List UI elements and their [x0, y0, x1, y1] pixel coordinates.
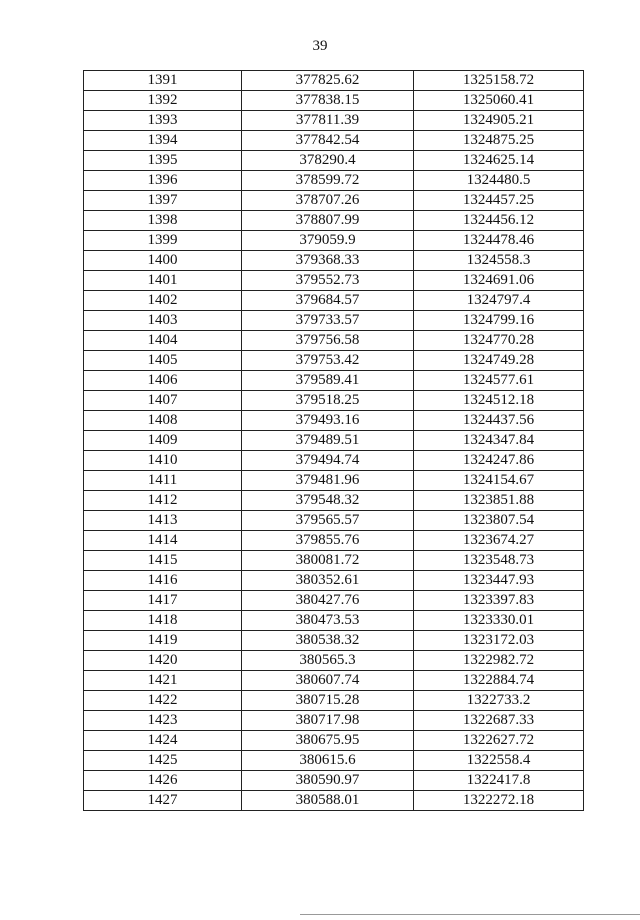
x-coordinate-cell: 378290.4	[242, 151, 414, 171]
x-coordinate-cell: 380717.98	[242, 711, 414, 731]
y-coordinate-cell: 1322982.72	[414, 651, 584, 671]
point-number-cell: 1408	[84, 411, 242, 431]
point-number-cell: 1392	[84, 91, 242, 111]
point-number-cell: 1403	[84, 311, 242, 331]
y-coordinate-cell: 1324478.46	[414, 231, 584, 251]
table-row	[84, 691, 584, 711]
y-coordinate-cell: 1324905.21	[414, 111, 584, 131]
x-coordinate-cell: 380352.61	[242, 571, 414, 591]
point-number-cell: 1404	[84, 331, 242, 351]
x-coordinate-cell: 377838.15	[242, 91, 414, 111]
table-row	[84, 631, 584, 651]
point-number-cell: 1397	[84, 191, 242, 211]
point-number-cell: 1411	[84, 471, 242, 491]
y-coordinate-cell: 1324154.67	[414, 471, 584, 491]
x-coordinate-cell: 377811.39	[242, 111, 414, 131]
table-row	[84, 391, 584, 411]
y-coordinate-cell: 1322272.18	[414, 791, 584, 811]
table-row	[84, 231, 584, 251]
point-number-cell: 1413	[84, 511, 242, 531]
table-row	[84, 571, 584, 591]
x-coordinate-cell: 379589.41	[242, 371, 414, 391]
y-coordinate-cell: 1322558.4	[414, 751, 584, 771]
table-row	[84, 511, 584, 531]
x-coordinate-cell: 380588.01	[242, 791, 414, 811]
y-coordinate-cell: 1322627.72	[414, 731, 584, 751]
table-row	[84, 411, 584, 431]
point-number-cell: 1402	[84, 291, 242, 311]
point-number-cell: 1415	[84, 551, 242, 571]
x-coordinate-cell: 379494.74	[242, 451, 414, 471]
table-row	[84, 671, 584, 691]
table-body	[84, 71, 584, 811]
y-coordinate-cell: 1324558.3	[414, 251, 584, 271]
table-row	[84, 611, 584, 631]
point-number-cell: 1422	[84, 691, 242, 711]
table-row	[84, 251, 584, 271]
table-row	[84, 651, 584, 671]
x-coordinate-cell: 377825.62	[242, 71, 414, 91]
table-row	[84, 551, 584, 571]
x-coordinate-cell: 379368.33	[242, 251, 414, 271]
point-number-cell: 1405	[84, 351, 242, 371]
point-number-cell: 1393	[84, 111, 242, 131]
point-number-cell: 1401	[84, 271, 242, 291]
point-number-cell: 1406	[84, 371, 242, 391]
point-number-cell: 1425	[84, 751, 242, 771]
point-number-cell: 1418	[84, 611, 242, 631]
y-coordinate-cell: 1324457.25	[414, 191, 584, 211]
point-number-cell: 1391	[84, 71, 242, 91]
point-number-cell: 1410	[84, 451, 242, 471]
table-row	[84, 211, 584, 231]
point-number-cell: 1399	[84, 231, 242, 251]
table-row	[84, 531, 584, 551]
table-row	[84, 191, 584, 211]
x-coordinate-cell: 379493.16	[242, 411, 414, 431]
y-coordinate-cell: 1324347.84	[414, 431, 584, 451]
x-coordinate-cell: 380565.3	[242, 651, 414, 671]
x-coordinate-cell: 379565.57	[242, 511, 414, 531]
point-number-cell: 1417	[84, 591, 242, 611]
table-row	[84, 91, 584, 111]
y-coordinate-cell: 1324875.25	[414, 131, 584, 151]
x-coordinate-cell: 379756.58	[242, 331, 414, 351]
point-number-cell: 1412	[84, 491, 242, 511]
y-coordinate-cell: 1324625.14	[414, 151, 584, 171]
y-coordinate-cell: 1323674.27	[414, 531, 584, 551]
y-coordinate-cell: 1323851.88	[414, 491, 584, 511]
table-row	[84, 331, 584, 351]
y-coordinate-cell: 1323548.73	[414, 551, 584, 571]
point-number-cell: 1400	[84, 251, 242, 271]
y-coordinate-cell: 1324691.06	[414, 271, 584, 291]
y-coordinate-cell: 1324577.61	[414, 371, 584, 391]
table-row	[84, 151, 584, 171]
y-coordinate-cell: 1324480.5	[414, 171, 584, 191]
y-coordinate-cell: 1324247.86	[414, 451, 584, 471]
point-number-cell: 1419	[84, 631, 242, 651]
y-coordinate-cell: 1325158.72	[414, 71, 584, 91]
y-coordinate-cell: 1323172.03	[414, 631, 584, 651]
y-coordinate-cell: 1324456.12	[414, 211, 584, 231]
table-row	[84, 371, 584, 391]
point-number-cell: 1421	[84, 671, 242, 691]
x-coordinate-cell: 379855.76	[242, 531, 414, 551]
table-row	[84, 751, 584, 771]
y-coordinate-cell: 1323397.83	[414, 591, 584, 611]
x-coordinate-cell: 380615.6	[242, 751, 414, 771]
y-coordinate-cell: 1324770.28	[414, 331, 584, 351]
x-coordinate-cell: 380675.95	[242, 731, 414, 751]
point-number-cell: 1420	[84, 651, 242, 671]
table-row	[84, 351, 584, 371]
y-coordinate-cell: 1325060.41	[414, 91, 584, 111]
point-number-cell: 1396	[84, 171, 242, 191]
table-row	[84, 291, 584, 311]
y-coordinate-cell: 1324512.18	[414, 391, 584, 411]
y-coordinate-cell: 1322733.2	[414, 691, 584, 711]
table-row	[84, 491, 584, 511]
table-row	[84, 731, 584, 751]
point-number-cell: 1395	[84, 151, 242, 171]
table-row	[84, 431, 584, 451]
x-coordinate-cell: 380590.97	[242, 771, 414, 791]
x-coordinate-cell: 380607.74	[242, 671, 414, 691]
point-number-cell: 1409	[84, 431, 242, 451]
x-coordinate-cell: 378707.26	[242, 191, 414, 211]
point-number-cell: 1423	[84, 711, 242, 731]
x-coordinate-cell: 379059.9	[242, 231, 414, 251]
point-number-cell: 1424	[84, 731, 242, 751]
page-number: 39	[312, 38, 328, 54]
point-number-cell: 1426	[84, 771, 242, 791]
x-coordinate-cell: 378807.99	[242, 211, 414, 231]
table-row	[84, 131, 584, 151]
y-coordinate-cell: 1324749.28	[414, 351, 584, 371]
x-coordinate-cell: 379753.42	[242, 351, 414, 371]
x-coordinate-cell: 380081.72	[242, 551, 414, 571]
y-coordinate-cell: 1324799.16	[414, 311, 584, 331]
y-coordinate-cell: 1324797.4	[414, 291, 584, 311]
point-number-cell: 1416	[84, 571, 242, 591]
y-coordinate-cell: 1323330.01	[414, 611, 584, 631]
table-row	[84, 771, 584, 791]
table-row	[84, 271, 584, 291]
table-row	[84, 71, 584, 91]
point-number-cell: 1414	[84, 531, 242, 551]
x-coordinate-cell: 380473.53	[242, 611, 414, 631]
point-number-cell: 1394	[84, 131, 242, 151]
table-row	[84, 311, 584, 331]
x-coordinate-cell: 379548.32	[242, 491, 414, 511]
table-row	[84, 791, 584, 811]
bottom-edge-line	[300, 914, 640, 915]
x-coordinate-cell: 379518.25	[242, 391, 414, 411]
x-coordinate-cell: 379489.51	[242, 431, 414, 451]
table-row	[84, 471, 584, 491]
x-coordinate-cell: 379733.57	[242, 311, 414, 331]
table-row	[84, 451, 584, 471]
point-number-cell: 1407	[84, 391, 242, 411]
table-row	[84, 711, 584, 731]
x-coordinate-cell: 379684.57	[242, 291, 414, 311]
x-coordinate-cell: 380538.32	[242, 631, 414, 651]
y-coordinate-cell: 1323447.93	[414, 571, 584, 591]
x-coordinate-cell: 379552.73	[242, 271, 414, 291]
x-coordinate-cell: 380715.28	[242, 691, 414, 711]
table-row	[84, 111, 584, 131]
y-coordinate-cell: 1322417.8	[414, 771, 584, 791]
table-row	[84, 591, 584, 611]
x-coordinate-cell: 378599.72	[242, 171, 414, 191]
point-number-cell: 1398	[84, 211, 242, 231]
y-coordinate-cell: 1322884.74	[414, 671, 584, 691]
x-coordinate-cell: 377842.54	[242, 131, 414, 151]
y-coordinate-cell: 1322687.33	[414, 711, 584, 731]
coordinate-table	[83, 70, 584, 811]
x-coordinate-cell: 380427.76	[242, 591, 414, 611]
x-coordinate-cell: 379481.96	[242, 471, 414, 491]
y-coordinate-cell: 1324437.56	[414, 411, 584, 431]
point-number-cell: 1427	[84, 791, 242, 811]
table-row	[84, 171, 584, 191]
y-coordinate-cell: 1323807.54	[414, 511, 584, 531]
